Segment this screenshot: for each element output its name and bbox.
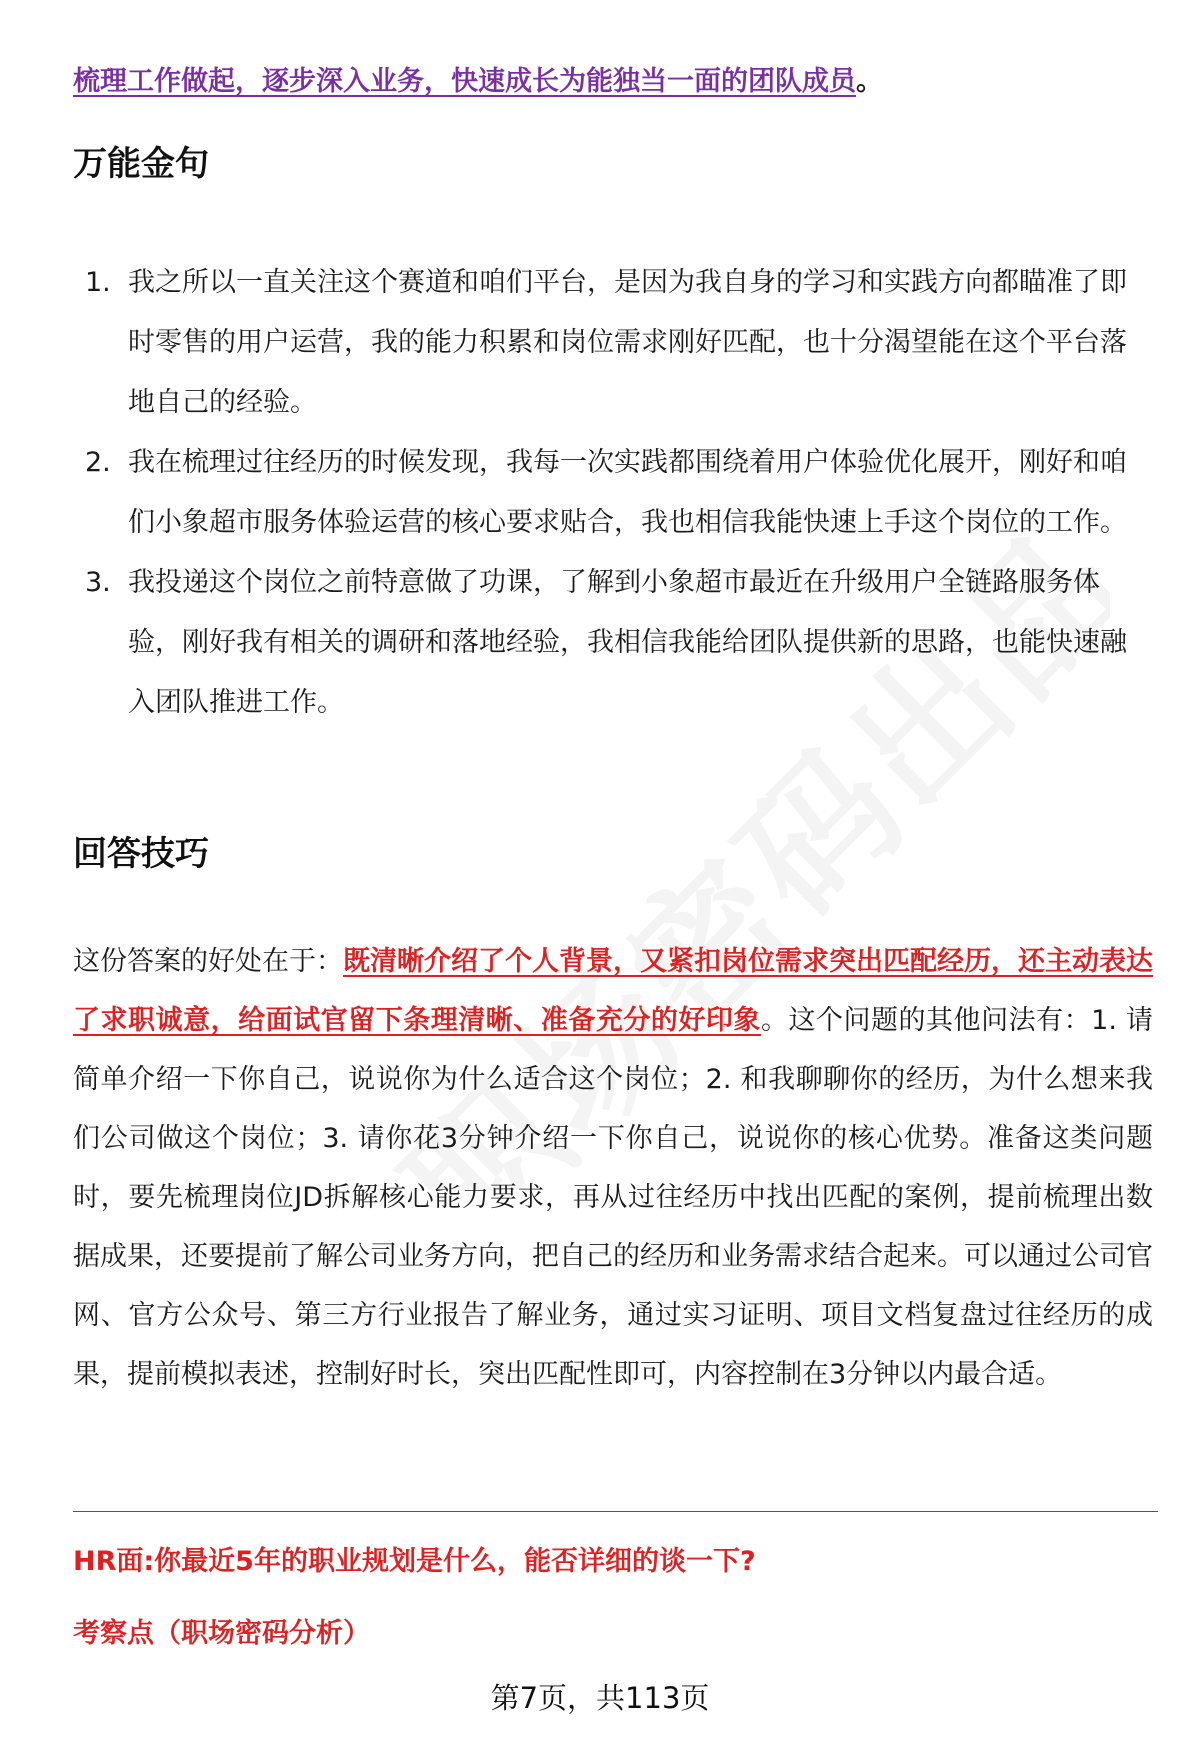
lead-highlight: 梳理工作做起，逐步深入业务，快速成长为能独当一面的团队成员 — [73, 66, 856, 97]
golden-sentence-list — [73, 253, 1153, 733]
section-title-golden: 万能金句 — [73, 144, 209, 184]
page-footer: 第7页，共113页 — [490, 1681, 710, 1715]
list-item — [73, 253, 1153, 433]
list-item-text: 我投递这个岗位之前特意做了功课，了解到小象超市最近在升级用户全链路服务体验，刚好我有相关的调研和落地经验，我相信我能给团队提供新的思路，也能快速融入团队推进工作。 — [128, 567, 1127, 718]
analysis-label: 考察点（职场密码分析） — [73, 1618, 370, 1649]
divider — [73, 1511, 1158, 1512]
list-item-number: 2. — [85, 447, 111, 478]
tips-highlight: 既清晰介绍了个人背景，又紧扣岗位需求突出匹配经历，还主动表达了求职诚意，给面试官留下条理清晰、准备充分的好印象 — [73, 946, 1153, 1036]
tips-intro: 这份答案的好处在于： — [73, 946, 343, 977]
list-item-number: 1. — [85, 267, 111, 298]
hr-question: HR面:你最近5年的职业规划是什么，能否详细的谈一下? — [73, 1546, 756, 1577]
list-item-text: 我之所以一直关注这个赛道和咱们平台，是因为我自身的学习和实践方向都瞄准了即时零售的用户运营，我的能力积累和岗位需求刚好匹配，也十分渴望能在这个平台落地自己的经验。 — [128, 267, 1127, 418]
section-title-tips: 回答技巧 — [73, 834, 209, 874]
list-item — [73, 553, 1153, 733]
list-item-text: 我在梳理过往经历的时候发现，我每一次实践都围绕着用户体验优化展开，刚好和咱们小象超市服务体验运营的核心要求贴合，我也相信我能快速上手这个岗位的工作。 — [128, 447, 1127, 538]
tips-rest: 。这个问题的其他问法有：1. 请简单介绍一下你自己，说说你为什么适合这个岗位；2. 和我聊聊你的经历，为什么想来我们公司做这个岗位；3. 请你花3分钟介绍一下你自己，说说你的核心优势。准备这类问题时，要先梳理岗位JD拆解核心能力要求，再从过往经历中找出匹配的案例，提前梳理出数据成果，还要提前了解公司业务方向，把自己的经历和业务需求结合起来。可以通过公司官网、官方公众号、第三方行业报告了解业务，通过实习证明、项目文档复盘过往经历的成果，提前模拟表述，控制好时长，突出匹配性即可，内容控制在3分钟以内最合适。 — [73, 1005, 1154, 1390]
lead-sentence — [73, 62, 1153, 102]
list-item — [73, 433, 1153, 553]
lead-tail: 。 — [856, 66, 883, 97]
list-item-number: 3. — [85, 567, 111, 598]
tips-paragraph — [73, 932, 1153, 1404]
